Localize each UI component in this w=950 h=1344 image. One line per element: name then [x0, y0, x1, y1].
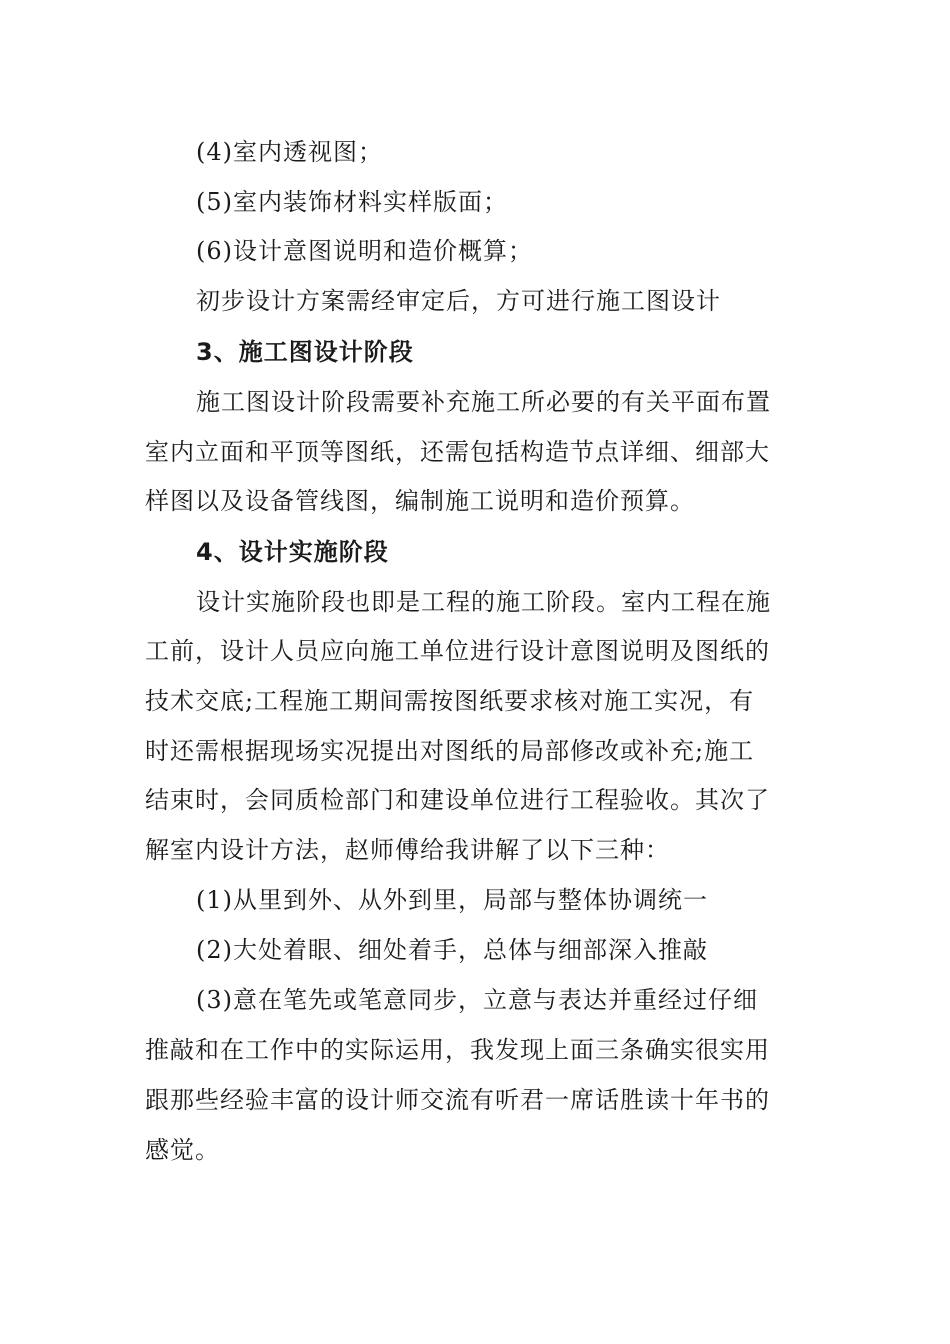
paragraph-line: 施工图设计阶段需要补充施工所必要的有关平面布置 [196, 388, 771, 416]
paragraph-line: 推敲和在工作中的实际运用，我发现上面三条确实很实用 [145, 1036, 770, 1064]
paragraph-line: 跟那些经验丰富的设计师交流有听君一席话胜读十年书的 [145, 1086, 770, 1114]
method-item-2: (2)大处着眼、细处着手，总体与细部深入推敲 [196, 936, 708, 964]
paragraph-line: 时还需根据现场实况提出对图纸的局部修改或补充;施工 [145, 737, 755, 765]
list-item-6: (6)设计意图说明和造价概算； [196, 237, 533, 265]
method-item-3: (3)意在笔先或笔意同步，立意与表达并重经过仔细 [196, 986, 758, 1014]
section-heading-4: 4、设计实施阶段 [196, 538, 389, 566]
paragraph-line: 室内立面和平顶等图纸，还需包括构造节点详细、细部大 [145, 438, 770, 466]
method-item-1: (1)从里到外、从外到里，局部与整体协调统一 [196, 886, 708, 914]
paragraph-line: 感觉。 [145, 1136, 220, 1164]
section-heading-3: 3、施工图设计阶段 [196, 338, 414, 366]
paragraph-line: 解室内设计方法，赵师傅给我讲解了以下三种： [145, 836, 670, 864]
paragraph-line: 技术交底;工程施工期间需按图纸要求核对施工实况，有 [145, 687, 755, 715]
paragraph-line: 设计实施阶段也即是工程的施工阶段。室内工程在施 [196, 588, 771, 616]
list-item-4: (4)室内透视图； [196, 138, 383, 166]
paragraph-line: 初步设计方案需经审定后，方可进行施工图设计 [196, 287, 721, 315]
list-item-5: (5)室内装饰材料实样版面； [196, 188, 508, 216]
paragraph-line: 结束时，会同质检部门和建设单位进行工程验收。其次了 [145, 786, 770, 814]
paragraph-line: 样图以及设备管线图，编制施工说明和造价预算。 [145, 487, 695, 515]
paragraph-line: 工前，设计人员应向施工单位进行设计意图说明及图纸的 [145, 637, 770, 665]
